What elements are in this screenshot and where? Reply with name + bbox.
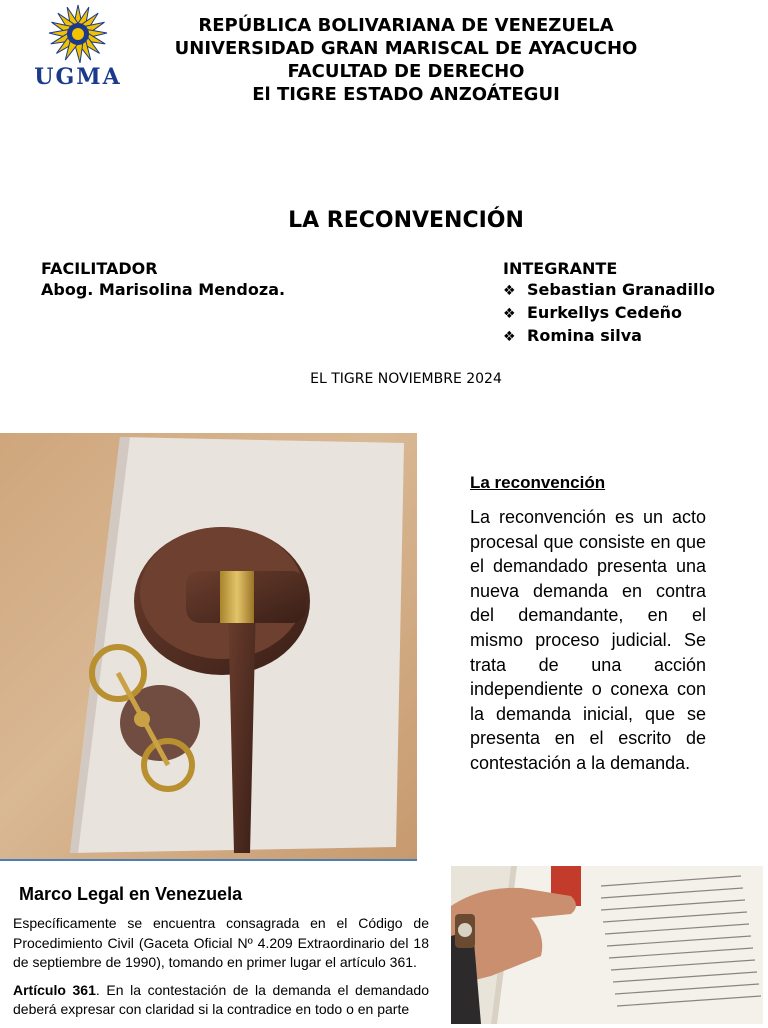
bullet-icon: ❖ [503, 329, 516, 345]
paragraph: Específicamente se encuentra consagrada en el Código de Procedimiento Civil (Gaceta Oficial Nº 4.209 Extraordinario del 18 de septiembre de 1990), tomando en primer lugar el artículo 361. [13, 915, 429, 970]
institution-header [150, 14, 662, 106]
facilitador-heading: FACILITADOR [41, 259, 158, 278]
bullet-icon: ❖ [503, 283, 516, 299]
gavel-photo [0, 433, 417, 861]
document-title: LA RECONVENCIÓN [288, 208, 524, 233]
member-list [503, 279, 715, 348]
integrante-heading: INTEGRANTE [503, 259, 618, 278]
section-body-marco-legal [13, 914, 429, 1028]
member-name: Eurkellys Cedeño [527, 303, 683, 322]
section-heading-reconvencion: La reconvención [470, 473, 606, 492]
list-item [503, 279, 715, 302]
facilitador-block [41, 258, 285, 300]
bullet-icon: ❖ [503, 306, 516, 322]
member-name: Romina silva [527, 326, 642, 345]
header-line: FACULTAD DE DERECHO [287, 61, 525, 82]
gavel-illustration-icon [0, 433, 417, 859]
sun-emblem-icon [8, 4, 148, 66]
paragraph-article [13, 981, 429, 1020]
logo-text: UGMA [34, 64, 122, 90]
header-line: El TIGRE ESTADO ANZOÁTEGUI [252, 84, 560, 105]
ugma-logo [8, 4, 148, 90]
document-date: EL TIGRE NOVIEMBRE 2024 [310, 371, 502, 387]
list-item [503, 325, 715, 348]
facilitador-name: Abog. Marisolina Mendoza. [41, 280, 286, 299]
section-heading-marco-legal: Marco Legal en Venezuela [19, 884, 243, 904]
book-hand-illustration-icon [451, 866, 763, 1024]
article-text: . En la contestación de la demanda el demandado deberá expresar con claridad si la contradice en todo o en parte [13, 981, 429, 1017]
header-line: UNIVERSIDAD GRAN MARISCAL DE AYACUCHO [174, 38, 638, 59]
header-line: REPÚBLICA BOLIVARIANA DE VENEZUELA [198, 15, 614, 36]
integrante-block [503, 258, 715, 348]
member-name: Sebastian Granadillo [527, 280, 715, 299]
list-item [503, 302, 715, 325]
section-body-reconvencion: La reconvención es un acto procesal que consiste en que el demandado presenta una nueva demanda en contra del demandante, en el mismo proceso judicial. Se trata de una acción independiente o conexa con la demanda inicial, que se presenta en el escrito de contestación a la demanda. [470, 507, 706, 773]
reading-photo [451, 866, 763, 1024]
article-label: Artículo 361 [13, 981, 96, 998]
